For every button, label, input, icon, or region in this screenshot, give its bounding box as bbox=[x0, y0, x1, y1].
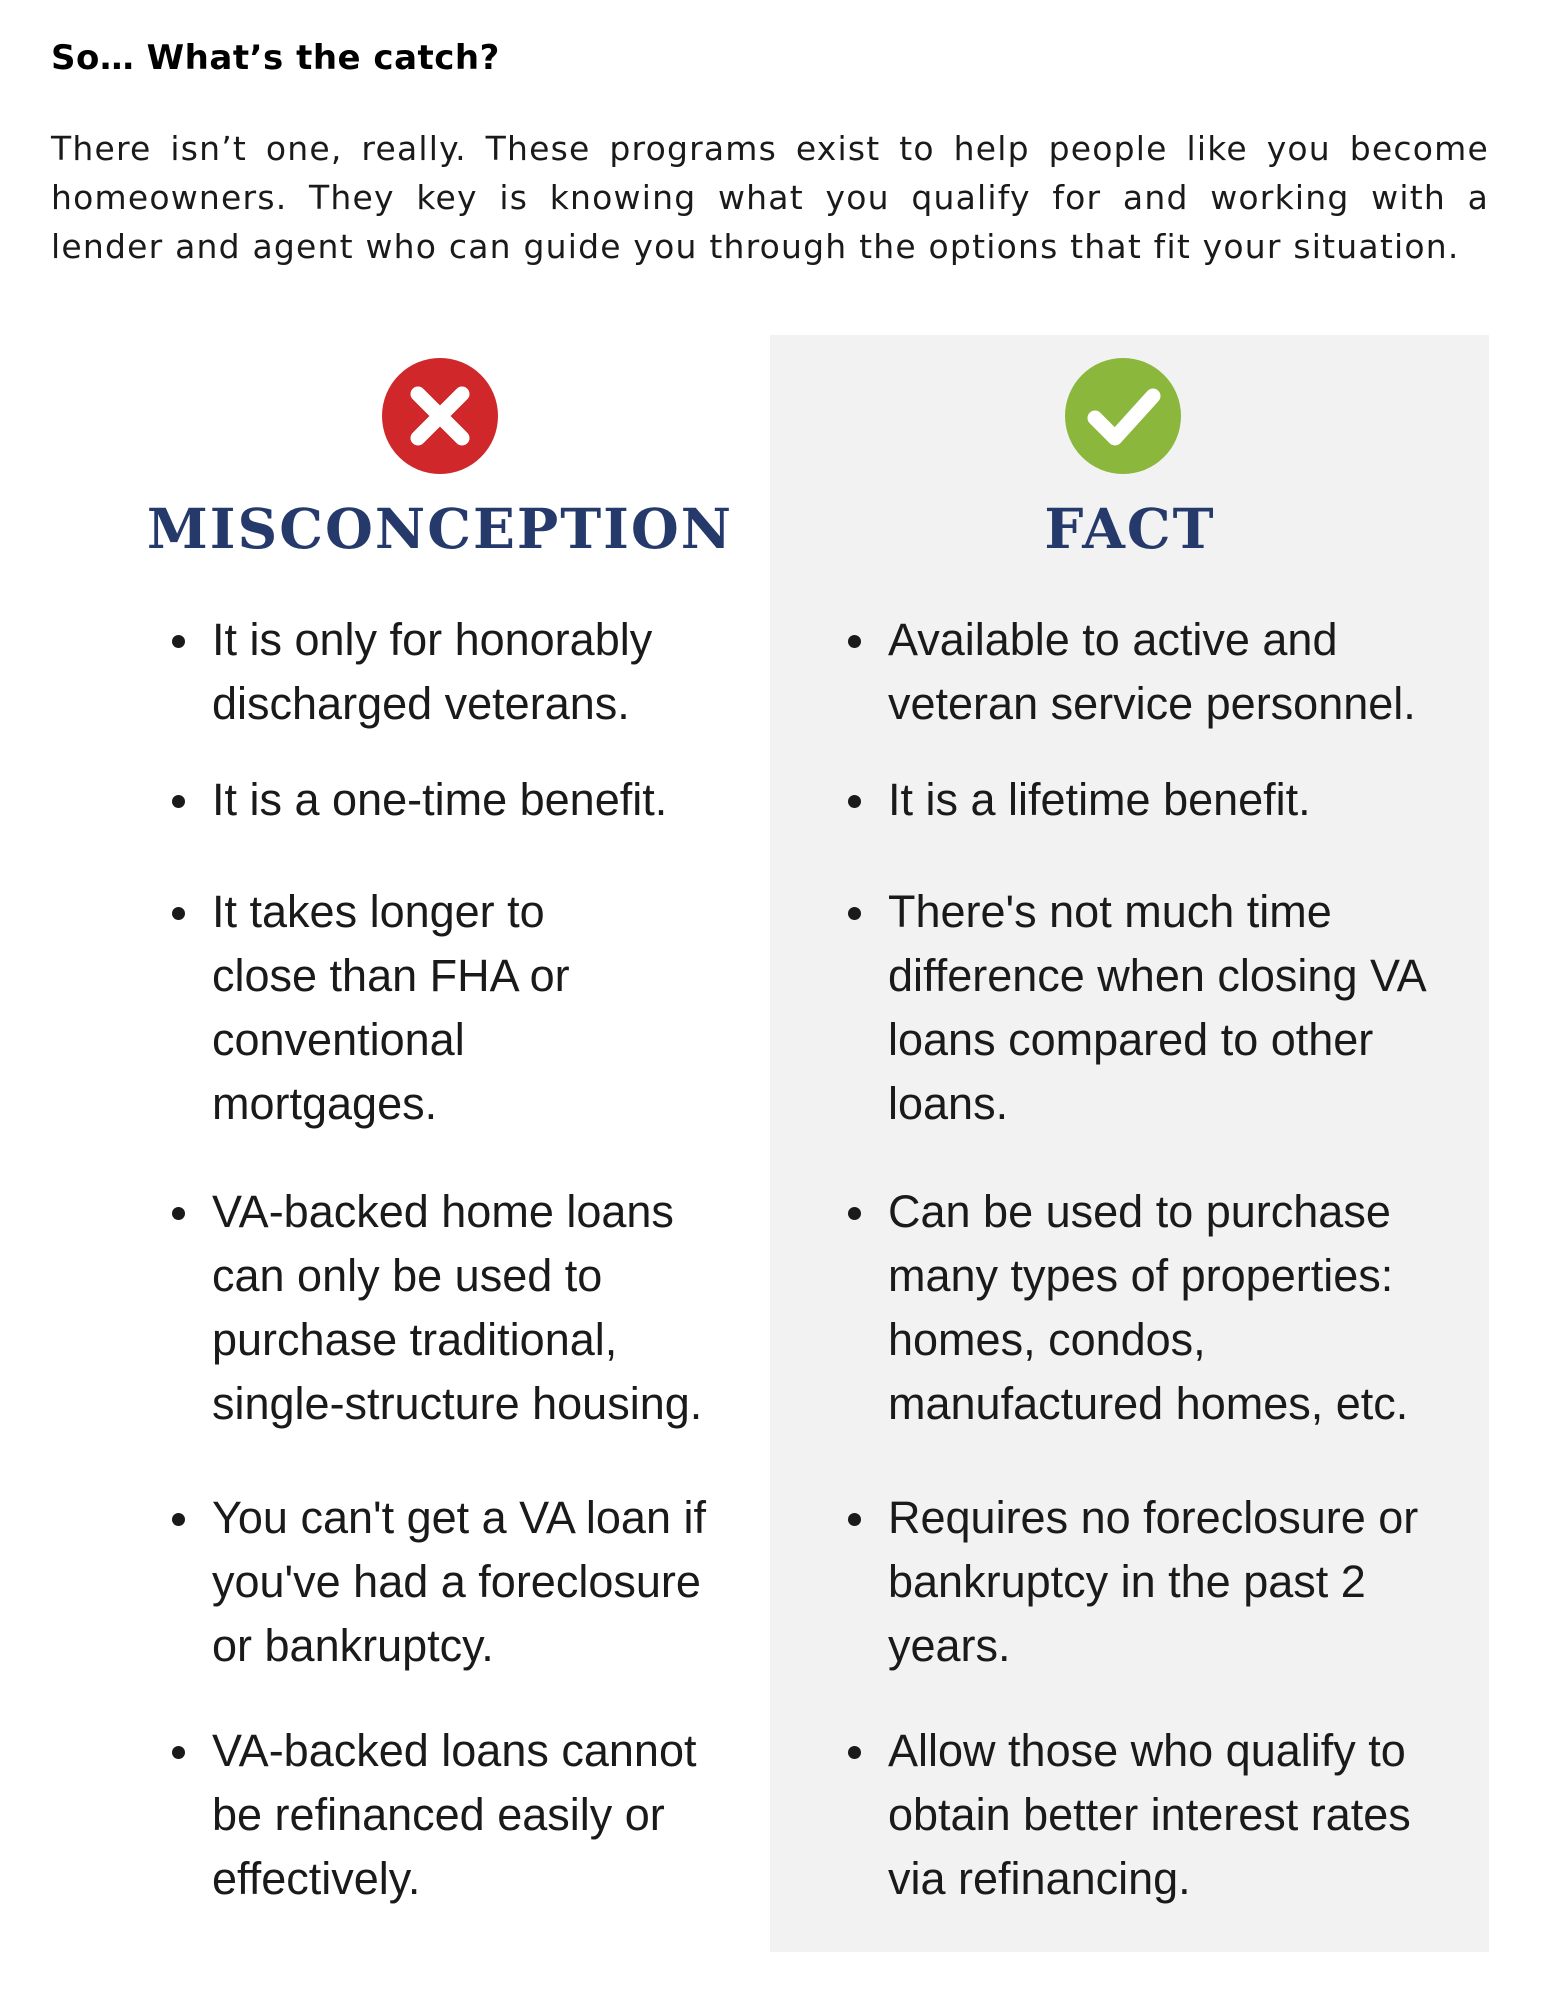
misconception-item: You can't get a VA loan if you've had a foreclosure or bankruptcy. bbox=[172, 1486, 732, 1678]
misconception-item: It takes longer to close than FHA or conventional mortgages. bbox=[172, 880, 612, 1136]
misconception-item: VA-backed loans cannot be refinanced easily or effectively. bbox=[172, 1719, 712, 1911]
x-circle-icon bbox=[382, 358, 498, 474]
fact-item: It is a lifetime benefit. bbox=[848, 768, 1448, 832]
misconception-item: VA-backed home loans can only be used to purchase traditional, single-structure housing. bbox=[172, 1180, 732, 1436]
fact-item: Allow those who qualify to obtain better interest rates via refinancing. bbox=[848, 1719, 1418, 1911]
misconception-list bbox=[172, 608, 732, 1911]
misconception-item: It is a one-time benefit. bbox=[172, 768, 732, 832]
misconception-item: It is only for honorably discharged veterans. bbox=[172, 608, 732, 736]
check-circle-icon bbox=[1065, 358, 1181, 474]
fact-item: Requires no foreclosure or bankruptcy in the past 2 years. bbox=[848, 1486, 1428, 1678]
section-heading: So… What’s the catch? bbox=[51, 38, 500, 78]
fact-item: Can be used to purchase many types of properties: homes, condos, manufactured homes, etc. bbox=[848, 1180, 1468, 1436]
misconception-title: MISCONCEPTION bbox=[146, 496, 734, 561]
intro-paragraph: There isn’t one, really. These programs exist to help people like you become homeowners. They key is knowing what you qualify for and working with a lender and agent who can guide you through the options that fit your situation. bbox=[51, 129, 1489, 266]
fact-title: FACT bbox=[1044, 496, 1216, 561]
fact-list bbox=[848, 608, 1448, 1911]
fact-item: Available to active and veteran service personnel. bbox=[848, 608, 1448, 736]
fact-item: There's not much time difference when closing VA loans compared to other loans. bbox=[848, 880, 1428, 1136]
